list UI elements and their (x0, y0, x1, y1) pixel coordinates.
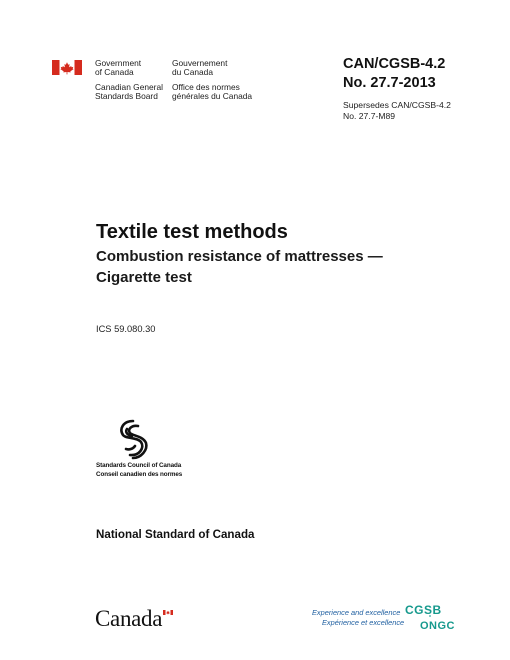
gov-en-line2: of Canada (95, 67, 134, 78)
subtitle-line1: Combustion resistance of mattresses — (96, 248, 383, 265)
standard-code-line2: No. 27.7-2013 (343, 75, 436, 91)
supersedes-note (343, 100, 451, 122)
gov-fr-line2: du Canada (172, 67, 213, 78)
gov-fr-line1: Gouvernement (172, 58, 228, 68)
national-standard-label: National Standard of Canada (96, 528, 255, 541)
wordmark-flag-icon (163, 610, 173, 615)
cgsb-logo-icon (404, 602, 456, 632)
board-fr-line1: Office des normes (172, 82, 240, 92)
supersedes-line2: No. 27.7-M89 (343, 111, 396, 121)
board-fr-line2: générales du Canada (172, 91, 253, 102)
scc-name-en: Standards Council of Canada (96, 462, 182, 469)
gov-en-line1: Government (95, 58, 142, 68)
document-subtitle (96, 246, 383, 288)
board-signature-fr (172, 83, 252, 102)
standard-code-line1: CAN/CGSB-4.2 (343, 56, 446, 72)
experience-tagline-fr: Expérience et excellence (322, 618, 405, 627)
scc-logo-icon (113, 417, 153, 461)
document-title: Textile test methods (96, 221, 288, 243)
ongc-letters: ONGC (420, 620, 455, 632)
board-en-line2: Standards Board (95, 91, 158, 102)
government-signature-en (95, 59, 141, 78)
experience-tagline-en: Experience and excellence (312, 608, 401, 617)
government-signature-fr (172, 59, 227, 78)
scc-name (96, 462, 182, 479)
canada-flag-icon (52, 60, 82, 75)
canada-wordmark: Canada (95, 606, 163, 631)
standard-code (343, 55, 445, 93)
board-signature-en (95, 83, 163, 102)
supersedes-line1: Supersedes CAN/CGSB-4.2 (343, 100, 451, 110)
subtitle-line2: Cigarette test (96, 269, 192, 286)
board-en-line1: Canadian General (95, 82, 163, 92)
ics-code: ICS 59.080.30 (96, 324, 156, 334)
cgsb-letters: CGSB (405, 603, 442, 617)
scc-name-fr: Conseil canadien des normes (96, 470, 183, 478)
